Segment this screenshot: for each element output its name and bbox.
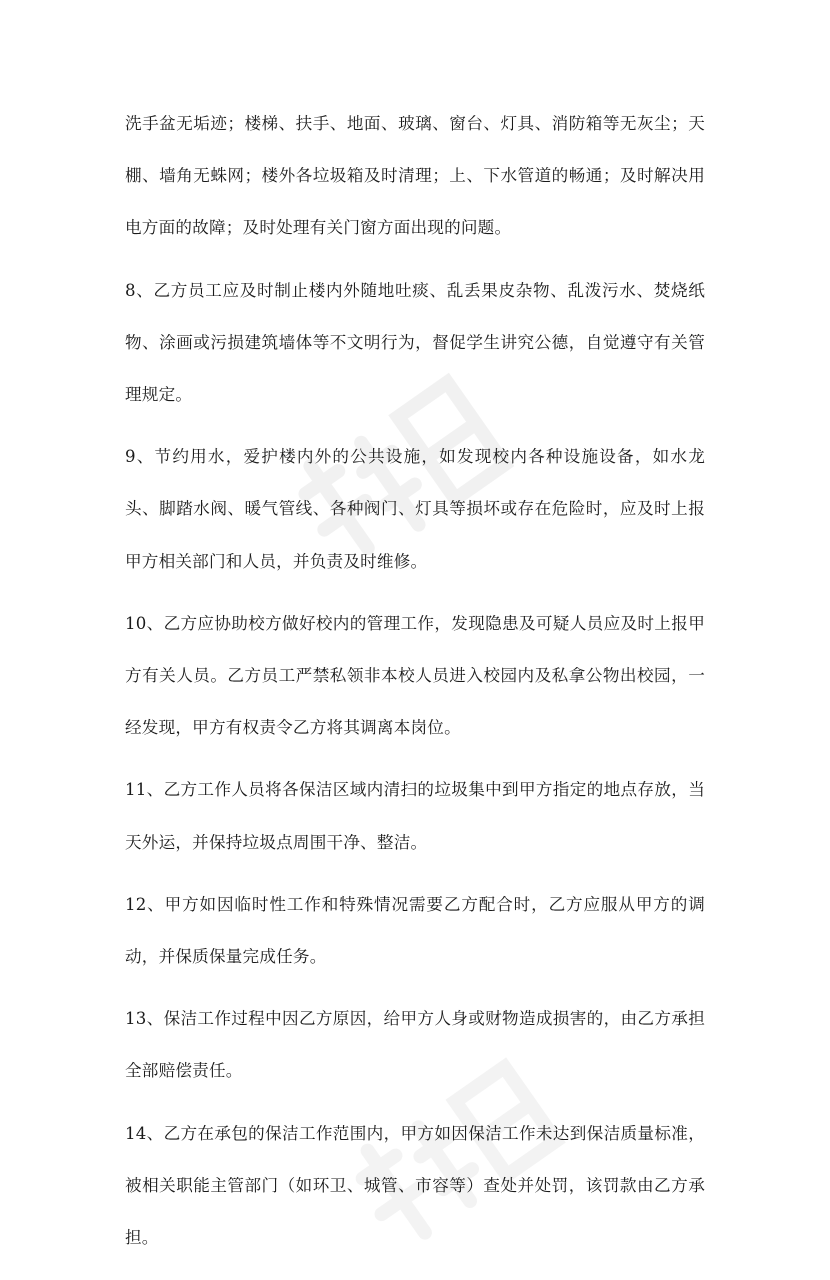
paragraph-continuation: 洗手盆无垢迹；楼梯、扶手、地面、玻璃、窗台、灯具、消防箱等无灰尘；天棚、墙角无蛛网；楼外各垃圾箱及时清理；上、下水管道的畅通；及时解决用电方面的故障；及时处理有关门窗方面出现的问题。 <box>125 114 705 238</box>
paragraph-item-9: 9、节约用水，爱护楼内外的公共设施，如发现校内各种设施设备，如水龙头、脚踏水阀、暖气管线、各种阀门、灯具等损坏或存在危险时，应及时上报甲方相关部门和人员，并负责及时维修。 <box>125 447 705 571</box>
paragraph-item-13: 13、保洁工作过程中因乙方原因，给甲方人身或财物造成损害的，由乙方承担全部赔偿责任。 <box>125 1009 705 1081</box>
paragraph-item-14: 14、乙方在承包的保洁工作范围内，甲方如因保洁工作未达到保洁质量标准，被相关职能主管部门（如环卫、城管、市容等）查处并处罚，该罚款由乙方承担。 <box>125 1123 705 1248</box>
paragraph-item-8: 8、乙方员工应及时制止楼内外随地吐痰、乱丢果皮杂物、乱泼污水、焚烧纸物、涂画或污损建筑墙体等不文明行为，督促学生讲究公德，自觉遵守有关管理规定。 <box>125 280 705 405</box>
document-body <box>125 98 705 1274</box>
paragraph-item-11: 11、乙方工作人员将各保洁区域内清扫的垃圾集中到甲方指定的地点存放，当天外运，并保持垃圾点周围干净、整洁。 <box>125 780 705 852</box>
paragraph-item-10: 10、乙方应协助校方做好校内的管理工作，发现隐患及可疑人员应及时上报甲方有关人员。乙方员工严禁私领非本校人员进入校园内及私拿公物出校园，一经发现，甲方有权责令乙方将其调离本岗位。 <box>125 613 705 738</box>
paragraph-item-12: 12、甲方如因临时性工作和特殊情况需要乙方配合时，乙方应服从甲方的调动，并保质保量完成任务。 <box>125 894 705 967</box>
